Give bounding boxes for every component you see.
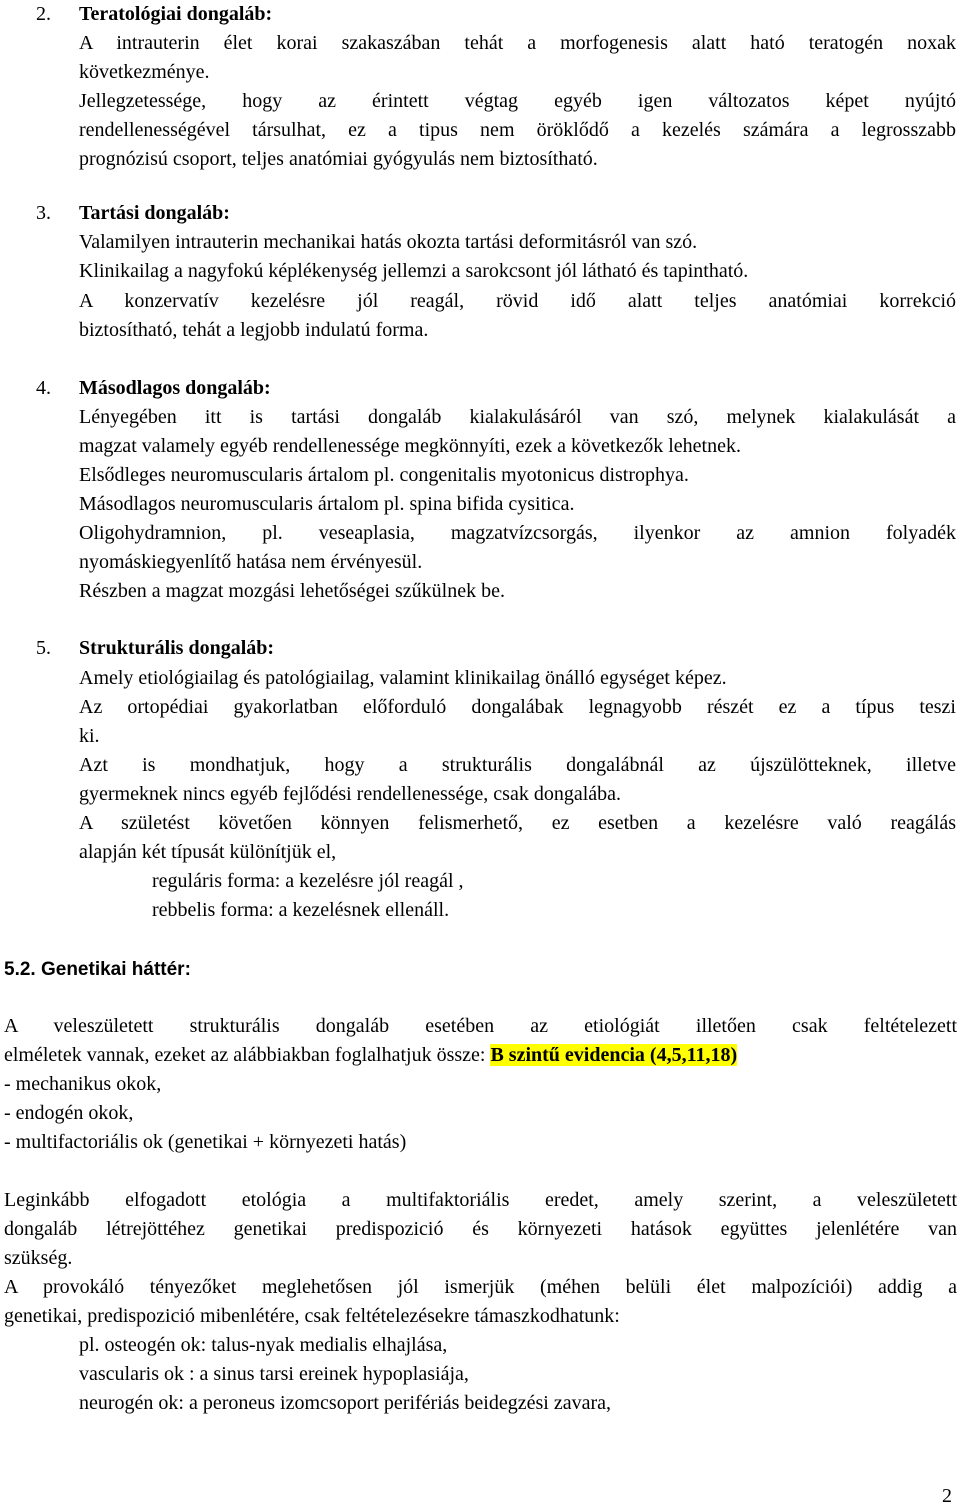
paragraph-line: Valamilyen intrauterin mechanikai hatás okozta tartási deformitásról van szó. — [79, 231, 698, 253]
paragraph-line: dongaláb létrejöttéhez genetikai predispozició és környezeti hatások együttes jelenlétére van — [4, 1218, 957, 1240]
paragraph-line: rendellenességével társulhat, ez a tipus nem öröklődő a kezelés számára a legrosszabb — [79, 119, 956, 141]
paragraph-line: Másodlagos neuromuscularis ártalom pl. spina bifida cysitica. — [79, 493, 575, 515]
form-item: rebbelis forma: a kezelésnek ellenáll. — [152, 899, 450, 921]
paragraph-line: Klinikailag a nagyfokú képlékenység jellemzi a sarokcsont jól látható és tapintható. — [79, 260, 749, 282]
section-number: 2. — [36, 3, 51, 25]
section-heading: Strukturális dongaláb: — [79, 637, 275, 659]
section-number: 5. — [36, 637, 51, 659]
paragraph-line: Jellegzetessége, hogy az érintett végtag egyéb igen változatos képet nyújtó — [79, 90, 956, 112]
paragraph-line: A intrauterin élet korai szakaszában tehát a morfogenesis alatt ható teratogén noxak — [79, 32, 956, 54]
paragraph-line: A születést követően könnyen felismerhető, ez esetben a kezelésre való reagálás — [79, 812, 956, 834]
form-item: reguláris forma: a kezelésre jól reagál , — [152, 870, 464, 892]
example-item: pl. osteogén ok: talus-nyak medialis elhajlása, — [79, 1334, 448, 1356]
subsection-heading: 5.2. Genetikai háttér: — [4, 959, 191, 980]
section-number: 4. — [36, 377, 51, 399]
paragraph-line: Amely etiológiailag és patológiailag, valamint klinikailag önálló egységet képez. — [79, 667, 727, 689]
example-item: vascularis ok : a sinus tarsi ereinek hypoplasiája, — [79, 1363, 469, 1385]
evidence-highlight: B szintű evidencia (4,5,11,18) — [490, 1044, 738, 1066]
paragraph-line: magzat valamely egyéb rendellenessége megkönnyíti, ezek a következők lehetnek. — [79, 435, 741, 457]
paragraph-line: Részben a magzat mozgási lehetőségei szűkülnek be. — [79, 580, 505, 602]
paragraph-line: A provokáló tényezőket meglehetősen jól ismerjük (méhen belüli élet malpozíciói) addig a — [4, 1276, 957, 1298]
paragraph-line: következménye. — [79, 61, 210, 83]
section-heading: Tartási dongaláb: — [79, 202, 230, 224]
section-heading: Másodlagos dongaláb: — [79, 377, 271, 399]
paragraph-line: biztosítható, tehát a legjobb indulatú forma. — [79, 319, 429, 341]
paragraph-line: gyermeknek nincs egyéb fejlődési rendellenessége, csak dongalába. — [79, 783, 622, 805]
paragraph-line-with-evidence — [4, 1041, 737, 1070]
paragraph-line: ki. — [79, 725, 100, 747]
paragraph-line: Leginkább elfogadott etológia a multifaktoriális eredet, amely szerint, a veleszületett — [4, 1189, 957, 1211]
paragraph-line: A veleszületett strukturális dongaláb esetében az etiológiát illetően csak feltételezett — [4, 1015, 957, 1037]
section-number: 3. — [36, 202, 51, 224]
paragraph-line: szükség. — [4, 1247, 73, 1269]
paragraph-line: A konzervatív kezelésre jól reagál, rövid idő alatt teljes anatómiai korrekció — [79, 290, 956, 312]
paragraph-line: Oligohydramnion, pl. veseaplasia, magzatvízcsorgás, ilyenkor az amnion folyadék — [79, 522, 956, 544]
paragraph-line: Azt is mondhatjuk, hogy a strukturális dongalábnál az újszülötteknek, illetve — [79, 754, 956, 776]
paragraph-line: Lényegében itt is tartási dongaláb kialakulásáról van szó, melynek kialakulását a — [79, 406, 956, 428]
paragraph-line: prognózisú csoport, teljes anatómiai gyógyulás nem biztosítható. — [79, 148, 598, 170]
example-item: neurogén ok: a peroneus izomcsoport perifériás beidegzési zavara, — [79, 1392, 611, 1414]
paragraph-line: genetikai, predispozició mibenlétére, csak feltételezésekre támaszkodhatunk: — [4, 1305, 620, 1327]
paragraph-line: Az ortopédiai gyakorlatban előforduló dongalábak legnagyobb részét ez a típus teszi — [79, 696, 956, 718]
paragraph-line: nyomáskiegyenlítő hatása nem érvényesül. — [79, 551, 423, 573]
page-number: 2 — [942, 1485, 952, 1507]
cause-item: - mechanikus okok, — [4, 1073, 162, 1095]
paragraph-text: elméletek vannak, ezeket az alábbiakban foglalhatjuk össze: — [4, 1044, 486, 1066]
cause-item: - endogén okok, — [4, 1102, 134, 1124]
paragraph-line: alapján két típusát különítjük el, — [79, 841, 337, 863]
cause-item: - multifactoriális ok (genetikai + környezeti hatás) — [4, 1131, 407, 1153]
section-heading: Teratológiai dongaláb: — [79, 3, 273, 25]
paragraph-line: Elsődleges neuromuscularis ártalom pl. congenitalis myotonicus distrophya. — [79, 464, 689, 486]
